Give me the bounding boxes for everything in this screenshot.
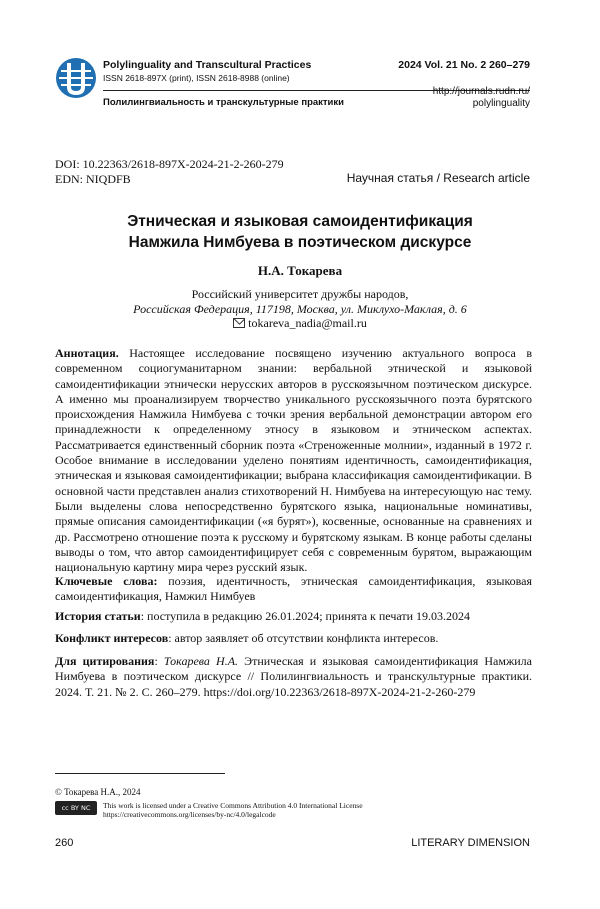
volume-info: 2024 Vol. 21 No. 2 260–279 (398, 59, 530, 71)
journal-url-line2: polylinguality (472, 98, 530, 109)
conflict-text: : автор заявляет об отсутствии конфликта интересов. (168, 631, 439, 645)
page-number: 260 (55, 837, 74, 849)
section-name: LITERARY DIMENSION (411, 837, 530, 849)
footnote-divider (55, 773, 225, 774)
journal-title: Polylinguality and Transcultural Practices (103, 59, 312, 71)
rudn-logo-icon (55, 57, 97, 99)
doi: DOI: 10.22363/2618-897X-2024-21-2-260-279 (55, 157, 284, 171)
affiliation-line2: Российская Федерация, 117198, Москва, ул. Миклухо-Маклая, д. 6 (133, 301, 467, 316)
article-type: Научная статья / Research article (346, 171, 530, 185)
abstract-text: Настоящее исследование посвящено изучению актуального вопроса в современном социогуманитарном знании: вербальной этнической и языковой самоидентификации этнически нерусских авторов в русскоязычном поэтическом дискурсе. А именно мы проанализируем творчество уникального русскоязычного поэта бурятского происхождения Намжила Нимбуева с точки зрения вербальной демонстрации автором его принадлежности к определенному этносу в языковом и этническом аспектах. Рассматривается единственный сборник поэта «Стреноженные молнии», изданный в 1972 г. Особое внимание в исследовании уделено понятиям идентичность, самоидентификация, этническая и языковая самоидентификации; выбрана классификация самоидентификации. В основной части представлен анализ стихотворений Н. Нимбуева на интересующую нас тему. Были выделены слова непосредственно бурятского языка, национальные номинативы, прямые описания самоидентификации («я бурят»), косвенные, основанные на сравнениях и др. Рассмотрено отношение поэта к русскому и бурятскому языкам. В конце работы сделаны выводы о том, что автор самоидентифицирует себя с современным бурятом, выражающим национальную картину мира через русский язык. (55, 346, 533, 575)
keywords-label: Ключевые слова: (55, 574, 158, 588)
cc-license-icon[interactable]: cc BY NC (55, 801, 97, 815)
abstract-label: Аннотация. (55, 346, 119, 360)
doi-block (55, 157, 284, 187)
history-label: История статьи (55, 609, 141, 623)
history-text: : поступила в редакцию 26.01.2024; принята к печати 19.03.2024 (140, 609, 471, 623)
journal-url[interactable] (433, 86, 530, 110)
keywords-text: поэзия, идентичность, этническая самоидентификация, языковая самоидентификация, Намжил Нимбуев (55, 574, 533, 604)
article-title-line2: Намжила Нимбуева в поэтическом дискурсе (128, 234, 472, 251)
conflict-label: Конфликт интересов (55, 631, 169, 645)
journal-title-ru: Полилингвиальность и транскультурные практики (103, 97, 344, 108)
author-name: Н.А. Токарева (257, 263, 343, 278)
citation-sep: : (154, 654, 164, 668)
license-link[interactable]: https://creativecommons.org/licenses/by-nc/4.0/legalcode (103, 810, 276, 819)
license-text (103, 801, 363, 819)
citation-label: Для цитирования (55, 654, 155, 668)
mail-icon (233, 318, 245, 328)
affiliation-line1: Российский университет дружбы народов, (191, 287, 409, 301)
copyright: © Токарева Н.А., 2024 (55, 787, 141, 797)
keywords (55, 574, 532, 605)
citation-author: Токарева Н.А. (163, 654, 239, 668)
license-line1: This work is licensed under a Creative Commons Attribution 4.0 International License (103, 801, 363, 810)
citation-text: Этническая и языковая самоидентификация Намжила Нимбуева в поэтическом дискурсе // Полилингвиальность и транскультурные практики. 2024. Т. 21. № 2. С. 260–279. https://doi.org/10.22363/2618-897X-2024-21-2-260-279 (55, 654, 532, 699)
citation (55, 654, 532, 700)
conflict-of-interest (55, 631, 532, 646)
abstract (55, 346, 532, 575)
article-history (55, 609, 532, 624)
author-email: tokareva_nadia@mail.ru (248, 316, 367, 330)
issn: ISSN 2618-897X (print), ISSN 2618-8988 (online) (103, 73, 290, 83)
edn: EDN: NIQDFB (55, 172, 131, 186)
article-title-line1: Этническая и языковая самоидентификация (127, 213, 473, 230)
email-line[interactable] (0, 316, 600, 331)
article-title (0, 211, 600, 253)
affiliation (0, 287, 600, 331)
journal-url-line1: http://journals.rudn.ru/ (432, 86, 530, 97)
